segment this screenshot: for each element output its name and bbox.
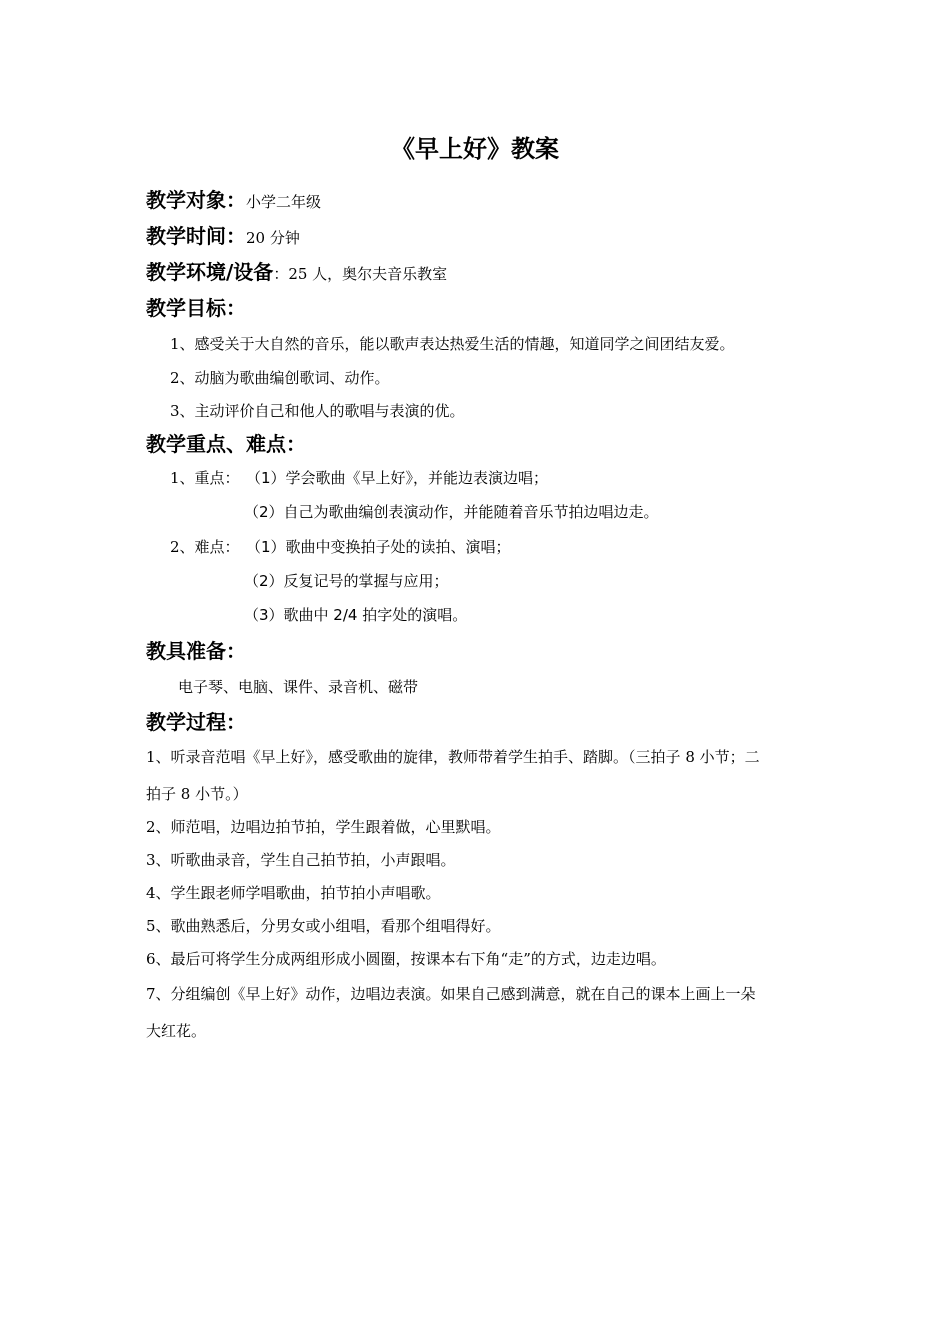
- env-value: ：25 人，奥尔夫音乐教室: [273, 265, 448, 283]
- process-line: 5、歌曲熟悉后，分男女或小组唱，看那个组唱得好。: [146, 917, 501, 935]
- key-item: （1）学会歌曲《早上好》，并能边表演边唱；: [246, 469, 549, 487]
- diff-item: （1）歌曲中变换拍子处的读拍、演唱；: [246, 538, 511, 556]
- goal-item: 3、主动评价自己和他人的歌唱与表演的优。: [170, 402, 465, 420]
- process-line: 4、学生跟老师学唱歌曲，拍节拍小声唱歌。: [146, 884, 441, 902]
- env-row: [146, 258, 447, 288]
- goals-heading: 教学目标：: [146, 296, 246, 320]
- tools-heading: 教具准备：: [146, 639, 246, 663]
- goal-item: 2、动脑为歌曲编创歌词、动作。: [170, 369, 390, 387]
- diff-item: （3）歌曲中 2/4 拍字处的演唱。: [244, 606, 468, 624]
- process-line: 大红花。: [146, 1022, 207, 1040]
- diff-label: 2、难点：: [170, 538, 240, 556]
- document-title: 《早上好》教案: [391, 135, 559, 163]
- time-value: 20 分钟: [246, 229, 300, 247]
- keypoints-heading: 教学重点、难点：: [146, 432, 306, 456]
- time-label: 教学时间：: [146, 224, 246, 248]
- process-line: 1、听录音范唱《早上好》，感受歌曲的旋律，教师带着学生拍手、踏脚。（三拍子 8 小节；二: [146, 748, 760, 766]
- time-row: [146, 222, 300, 252]
- process-line: 2、师范唱，边唱边拍节拍，学生跟着做，心里默唱。: [146, 818, 501, 836]
- key-label: 1、重点：: [170, 469, 240, 487]
- target-row: [146, 186, 321, 216]
- process-line: 3、听歌曲录音，学生自己拍节拍，小声跟唱。: [146, 851, 456, 869]
- tools-text: 电子琴、电脑、课件、录音机、磁带: [178, 678, 419, 696]
- process-line: 7、分组编创《早上好》动作，边唱边表演。如果自己感到满意，就在自己的课本上画上一朵: [146, 985, 756, 1003]
- process-heading: 教学过程：: [146, 710, 246, 734]
- env-label: 教学环境/设备: [146, 260, 274, 284]
- diff-item: （2）反复记号的掌握与应用；: [244, 572, 449, 590]
- key-item: （2）自己为歌曲编创表演动作，并能随着音乐节拍边唱边走。: [244, 503, 659, 521]
- process-line: 拍子 8 小节。）: [146, 785, 248, 803]
- target-value: 小学二年级: [246, 193, 322, 211]
- process-line: 6、最后可将学生分成两组形成小圆圈，按课本右下角“走”的方式，边走边唱。: [146, 950, 666, 968]
- target-label: 教学对象：: [146, 188, 246, 212]
- goal-item: 1、感受关于大自然的音乐，能以歌声表达热爱生活的情趣，知道同学之间团结友爱。: [170, 335, 735, 353]
